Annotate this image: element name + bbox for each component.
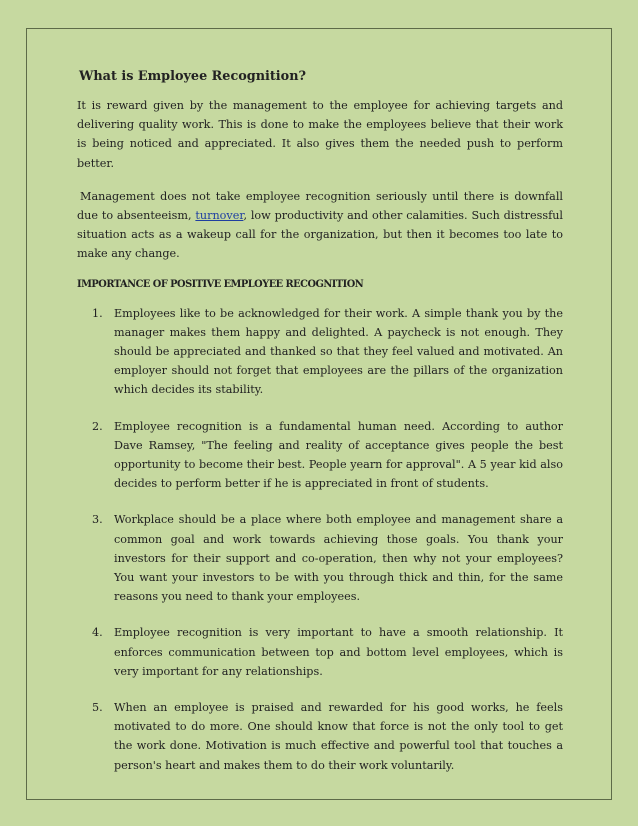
list-item xyxy=(77,417,563,494)
list-item-number: 2. xyxy=(92,419,103,433)
section-subheading: IMPORTANCE OF POSITIVE EMPLOYEE RECOGNITION xyxy=(77,278,364,290)
list-item-text: Employee recognition is very important to have a smooth relationship. It enforces communication between top and bottom level employees, which is very important for any relationships. xyxy=(114,626,563,678)
list-item xyxy=(77,623,563,681)
list-item xyxy=(77,510,563,606)
list-item-number: 4. xyxy=(92,626,103,640)
paragraph-text-before-link: Management does not take employee recognition seriously until there is downfall due to absenteeism, xyxy=(77,189,563,223)
list-item-number: 5. xyxy=(92,701,103,715)
turnover-link[interactable]: turnover xyxy=(195,209,244,223)
list-item xyxy=(77,304,563,400)
list-item-text: Employee recognition is a fundamental human need. According to author Dave Ramsey, "The feeling and reality of acceptance gives people the best opportunity to become their best. People yearn for approval". A 5 year kid also decides to perform better if he is appreciated in front of students. xyxy=(114,419,563,491)
paragraph-text-after-link: , low productivity and other calamities. Such distressful situation acts as a wakeup call for the organization, but then it becomes too late to make any change. xyxy=(77,209,563,261)
list-item-number: 1. xyxy=(92,306,103,320)
management-paragraph xyxy=(77,187,563,264)
list-item-text: Workplace should be a place where both employee and management share a common goal and work towards achieving those goals. You thank your investors for their support and co-operation, then why not your employees? You want your investors to be with you through thick and thin, for the same reasons you need to thank your employees. xyxy=(114,513,563,604)
importance-list xyxy=(77,304,563,775)
list-item-text: Employees like to be acknowledged for their work. A simple thank you by the manager makes them happy and delighted. A paycheck is not enough. They should be appreciated and thanked so that they feel valued and motivated. An employer should not forget that employees are the pillars of the organization which decides its stability. xyxy=(114,306,563,397)
intro-paragraph: It is reward given by the management to the employee for achieving targets and delivering quality work. This is done to make the employees believe that their work is being noticed and appreciated. It also gives them the needed push to perform better. xyxy=(77,99,563,170)
list-item-text: When an employee is praised and rewarded for his good works, he feels motivated to do more. One should know that force is not the only tool to get the work done. Motivation is much effective and powerful tool that touches a person's heart and makes them to do their work voluntarily. xyxy=(114,701,563,772)
list-item xyxy=(77,698,563,775)
document-body xyxy=(77,68,563,792)
page-heading: What is Employee Recognition? xyxy=(79,69,306,84)
list-item-number: 3. xyxy=(92,513,103,527)
